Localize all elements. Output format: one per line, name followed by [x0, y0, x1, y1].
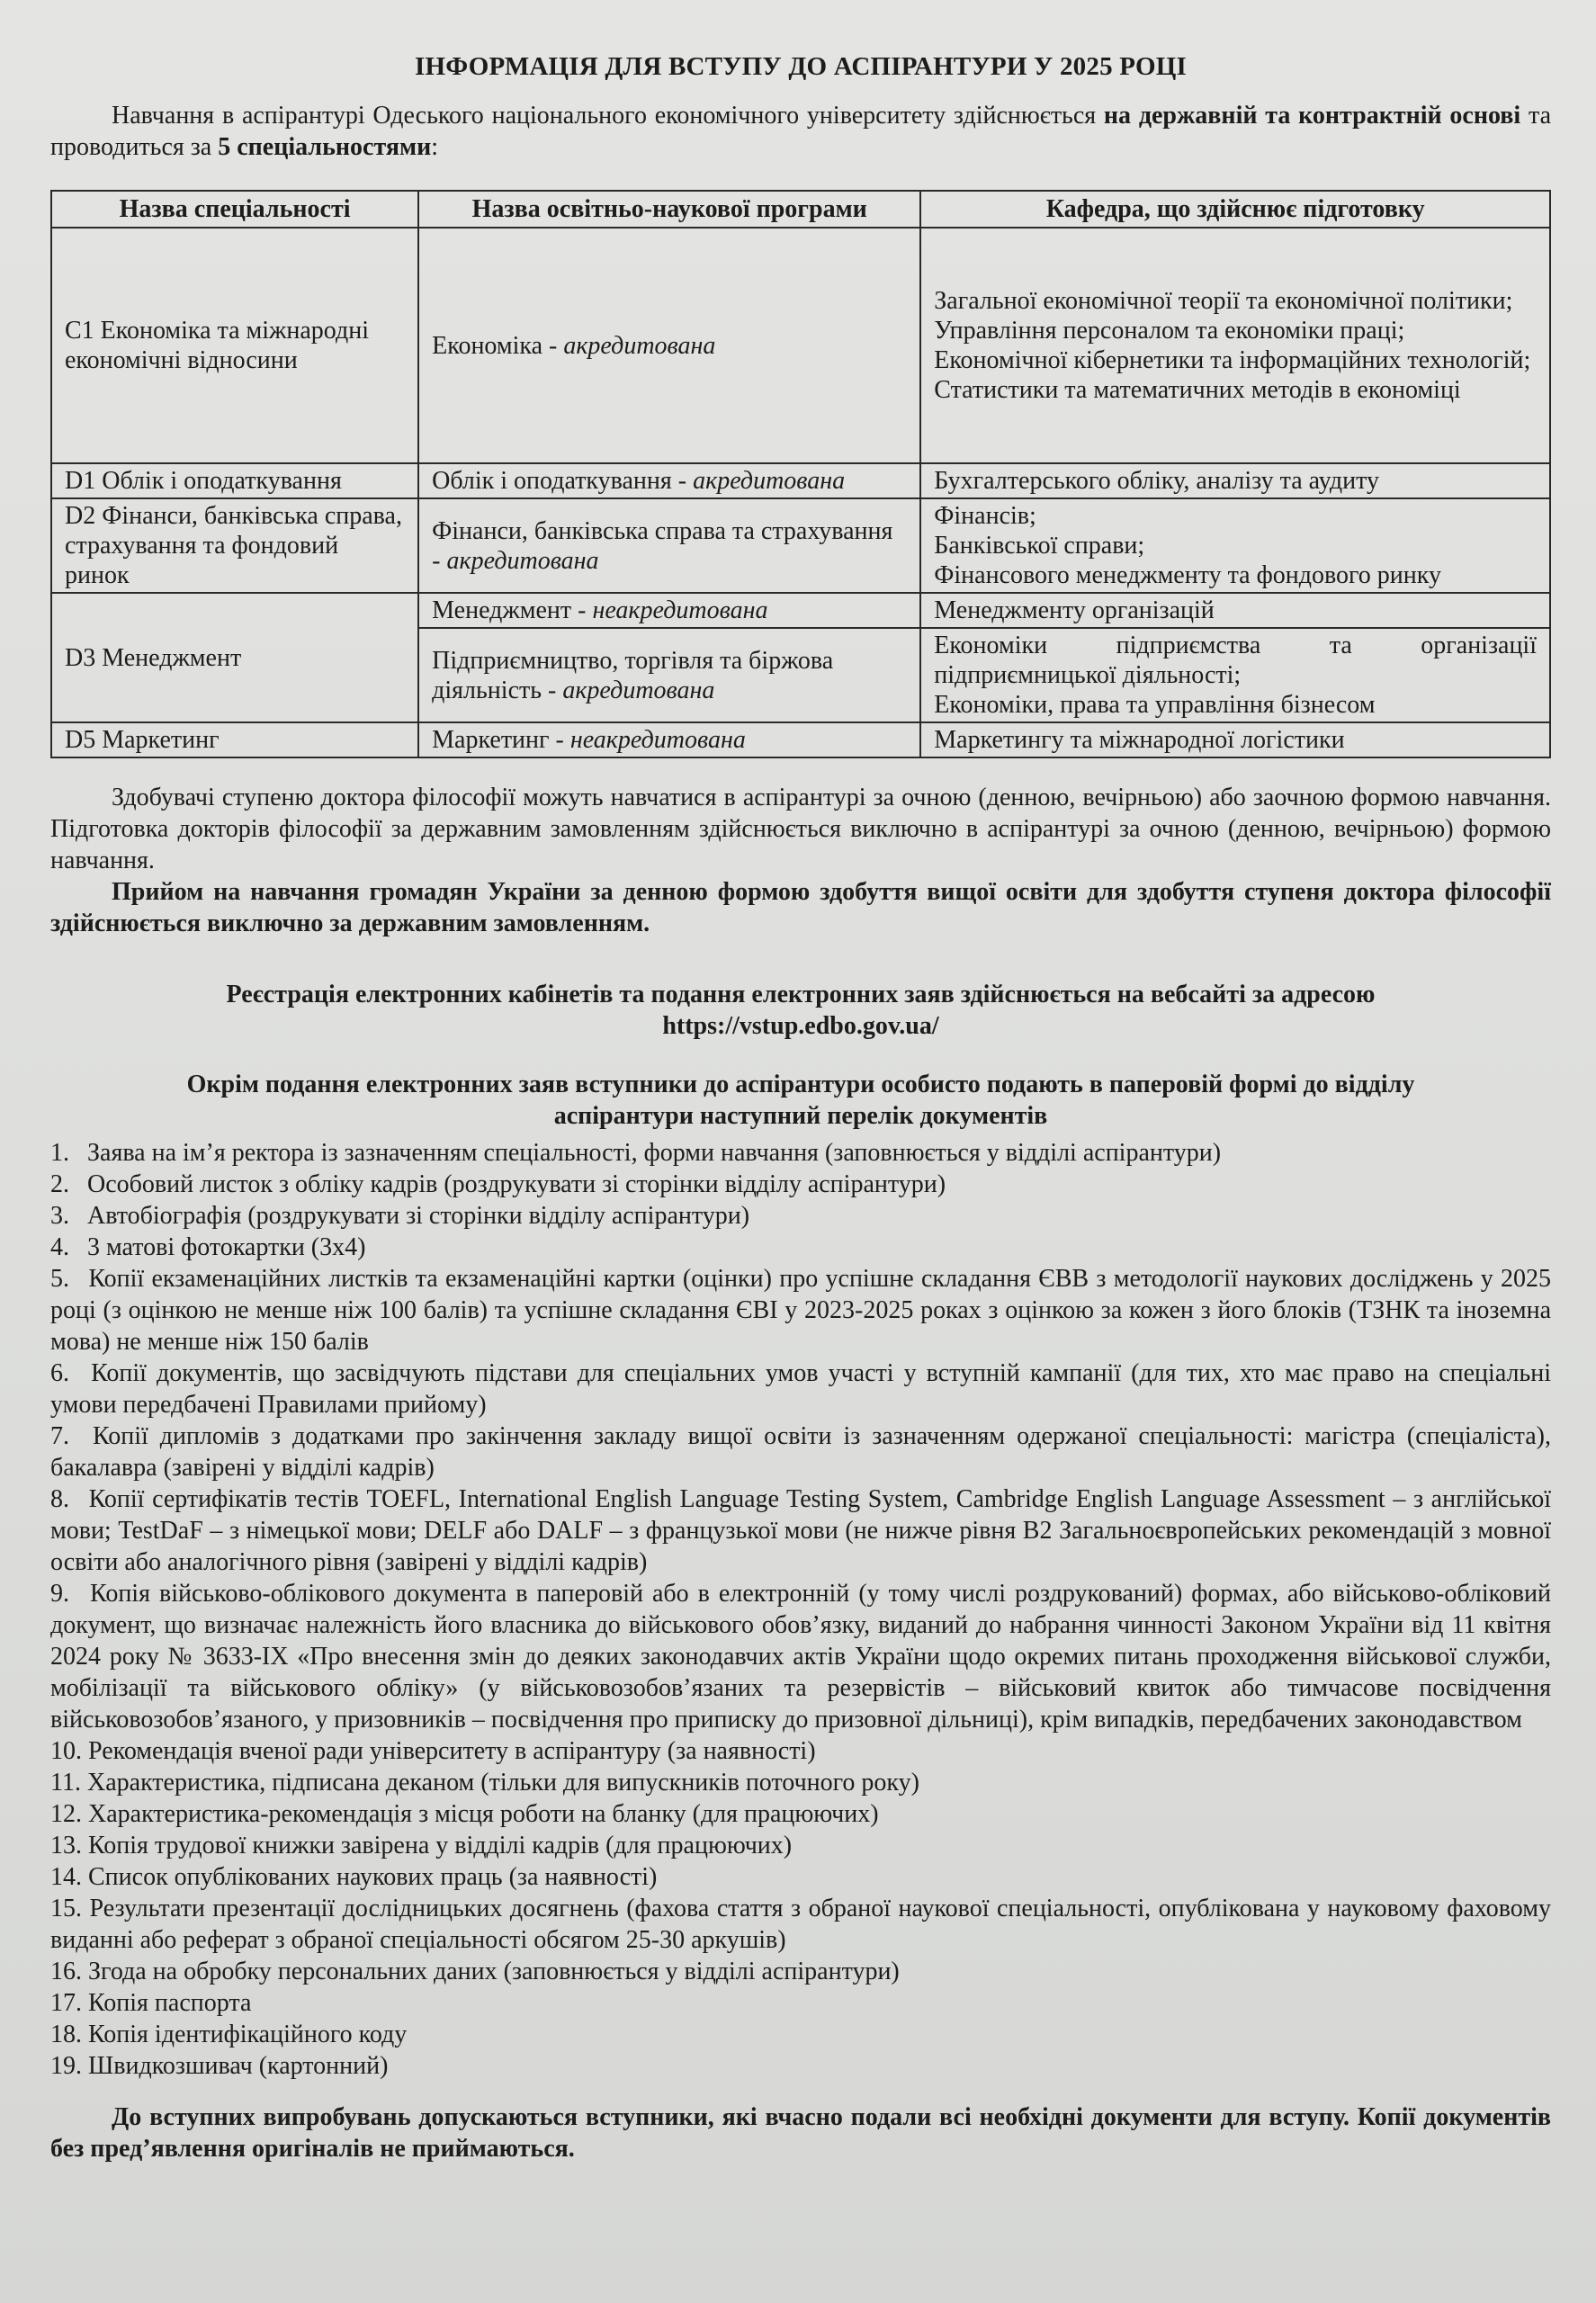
list-item	[50, 2019, 1551, 2050]
registration-link[interactable]: https://vstup.edbo.gov.ua/	[662, 1012, 939, 1040]
list-item-text: Список опублікованих наукових праць (за наявності)	[88, 1863, 658, 1891]
table-header-row	[51, 191, 1550, 228]
list-item-number: 12.	[50, 1800, 82, 1828]
list-item-text: Копія трудової книжки завірена у відділі кадрів (для працюючих)	[88, 1832, 793, 1859]
list-item-text: Характеристика-рекомендація з місця роботи на бланку (для працюючих)	[88, 1800, 879, 1828]
accreditation-status: неакредитована	[569, 726, 746, 754]
list-item	[50, 2050, 1551, 2082]
list-item-text: Автобіографія (роздрукувати зі сторінки відділу аспірантури)	[87, 1202, 750, 1230]
documents-heading-line: Окрім подання електронних заяв вступники до аспірантури особисто подають в паперовій формі до відділу	[186, 1071, 1415, 1098]
department-cell	[920, 498, 1550, 593]
list-item-number: 13.	[50, 1832, 82, 1859]
table-row	[51, 498, 1550, 593]
program-name: Облік і оподаткування -	[432, 467, 694, 495]
department-item: Маркетингу та міжнародної логістики	[934, 726, 1345, 754]
table-row	[51, 722, 1550, 757]
accreditation-status: акредитована	[446, 546, 599, 575]
department-item: Економічної кібернетики та інформаційних технологій;	[934, 346, 1531, 374]
program-name: Маркетинг -	[432, 726, 570, 754]
list-item	[50, 1987, 1551, 2019]
program-cell	[418, 463, 920, 498]
documents-heading	[50, 1069, 1551, 1132]
list-item	[50, 1578, 1551, 1735]
documents-heading-line: аспірантури наступний перелік документів	[553, 1102, 1048, 1130]
list-item-number: 5.	[50, 1265, 69, 1293]
department-item: Бухгалтерського обліку, аналізу та аудиту	[934, 467, 1379, 495]
registration-text: Реєстрація електронних кабінетів та подання електронних заяв здійснюється на вебсайті за адресою	[226, 981, 1376, 1008]
intro-text-2: та проводиться за	[50, 102, 1551, 161]
list-item-text: Швидкозшивач (картонний)	[88, 2052, 389, 2080]
list-item-number: 1.	[50, 1139, 69, 1167]
department-item: Управління персоналом та економіки праці;	[934, 317, 1405, 345]
list-item	[50, 1263, 1551, 1358]
study-forms-paragraph: Здобувачі ступеню доктора філософії можуть навчатися в аспірантурі за очною (денною, вечірньою) або заочною формою навчання. Підготовка докторів філософії за державним замовленням здійснюється виключно в аспірантурі за очною (денною, вечірньою) формою навчання.	[50, 784, 1551, 874]
list-item-text: Особовий листок з обліку кадрів (роздрукувати зі сторінки відділу аспірантури)	[87, 1170, 946, 1198]
list-item-text: Результати презентації дослідницьких досягнень (фахова стаття з обраної наукової спеціальності, опублікована у науковому фаховому виданні або реферат з обраної спеціальності обсягом 25-30 аркушів)	[50, 1895, 1551, 1954]
department-item: Загальної економічної теорії та економічної політики;	[934, 287, 1513, 315]
list-item	[50, 1798, 1551, 1830]
list-item	[50, 1420, 1551, 1483]
intro-text-3: :	[431, 133, 438, 161]
program-name: Фінанси, банківська справа та страхування -	[432, 516, 893, 575]
list-item-number: 6.	[50, 1359, 69, 1387]
program-cell	[418, 498, 920, 593]
accreditation-status: акредитована	[693, 467, 846, 495]
list-item	[50, 1169, 1551, 1200]
list-item	[50, 1735, 1551, 1767]
department-cell	[920, 722, 1550, 757]
list-item-text: 3 матові фотокартки (3х4)	[87, 1233, 366, 1261]
final-note: До вступних випробувань допускаються вступники, які вчасно подали всі необхідні документи для вступу. Копії документів без пред’явлення оригіналів не приймаються.	[50, 2103, 1551, 2163]
list-item-text: Копії документів, що засвідчують підстави для спеціальних умов участі у вступній кампанії (для тих, хто має право на спеціальні умови передбачені Правилами прийому)	[50, 1359, 1552, 1419]
department-cell	[920, 628, 1550, 722]
list-item-number: 9.	[50, 1580, 69, 1608]
list-item	[50, 1956, 1551, 1987]
program-name: Менеджмент -	[432, 596, 593, 624]
department-item: Фінансового менеджменту та фондового ринку	[934, 561, 1441, 589]
specialty-cell: D2 Фінанси, банківська справа, страхування та фондовий ринок	[51, 498, 418, 593]
list-item-number: 15.	[50, 1895, 82, 1922]
list-item-number: 14.	[50, 1863, 82, 1891]
admission-note: Прийом на навчання громадян України за денною формою здобуття вищої освіти для здобуття ступеня доктора філософії здійснюється виключно за державним замовленням.	[50, 878, 1551, 937]
program-cell	[418, 228, 920, 463]
list-item-text: Копії сертифікатів тестів TOEFL, International English Language Testing System, Cambridge English Language Assessment – з англійської мови; TestDaF – з німецької мови; DELF або DALF – з французької мови (не нижче рівня В2 Загальноєвропейських рекомендацій з мовної освіти або аналогічного рівня (завірені у відділі кадрів)	[50, 1485, 1552, 1576]
list-item	[50, 1137, 1551, 1169]
table-row	[51, 463, 1550, 498]
list-item-number: 17.	[50, 1989, 82, 2017]
list-item-number: 10.	[50, 1737, 82, 1765]
program-cell	[418, 593, 920, 628]
table-row	[51, 593, 1550, 628]
list-item-number: 4.	[50, 1233, 69, 1261]
department-item: Статистики та математичних методів в економіці	[934, 376, 1461, 404]
list-item-number: 3.	[50, 1202, 69, 1230]
department-item: Банківської справи;	[934, 532, 1145, 560]
header-program: Назва освітньо-наукової програми	[418, 191, 920, 228]
documents-list	[50, 1137, 1551, 2082]
list-item	[50, 1232, 1551, 1263]
list-item-text: Копія паспорта	[88, 1989, 252, 2017]
program-cell	[418, 628, 920, 722]
list-item	[50, 1830, 1551, 1861]
list-item	[50, 1861, 1551, 1893]
specialties-table	[50, 190, 1551, 758]
table-row	[51, 228, 1550, 463]
program-cell	[418, 722, 920, 757]
department-cell	[920, 593, 1550, 628]
list-item-text: Копія військово-облікового документа в паперовій або в електронній (у тому числі роздрукований) формах, або військово-обліковий документ, що визначає належність його власника до військового обов’язку, виданий до набрання чинності Законом України від 11 квітня 2024 року № 3633-ІХ «Про внесення змін до деяких законодавчих актів України щодо окремих питань проходження військової служби, мобілізації та військового обліку» (у військовозобов’язаних та резервістів – військовий квиток або тимчасове посвідчення військовозобов’язаного, у призовників – посвідчення про приписку до призовної дільниці), крім випадків, передбачених законодавством	[50, 1580, 1551, 1734]
list-item-text: Згода на обробку персональних даних (заповнюється у відділі аспірантури)	[88, 1958, 900, 1985]
department-cell	[920, 228, 1550, 463]
department-item: Економіки, права та управління бізнесом	[934, 691, 1376, 719]
intro-bold-2: 5 спеціальностями	[218, 133, 432, 161]
department-item: Економіки підприємства та організації підприємницької діяльності;	[934, 632, 1537, 689]
list-item-text: Рекомендація вченої ради університету в аспірантуру (за наявності)	[88, 1737, 816, 1765]
list-item	[50, 1358, 1551, 1420]
list-item	[50, 1767, 1551, 1798]
accreditation-status: неакредитована	[592, 596, 768, 624]
program-name: Економіка -	[432, 331, 564, 360]
list-item	[50, 1200, 1551, 1232]
list-item-number: 11.	[50, 1769, 81, 1797]
specialty-cell: D1 Облік і оподаткування	[51, 463, 418, 498]
specialty-cell: С1 Економіка та міжнародні економічні відносини	[51, 228, 418, 463]
accreditation-status: акредитована	[562, 676, 715, 704]
registration-block	[50, 979, 1551, 1042]
program-name: Підприємництво, торгівля та біржова діяльність -	[432, 646, 834, 704]
list-item-number: 16.	[50, 1958, 82, 1985]
list-item-text: Характеристика, підписана деканом (тільки для випускників поточного року)	[87, 1769, 919, 1797]
intro-paragraph	[50, 100, 1551, 163]
list-item	[50, 1483, 1551, 1578]
page-title: ІНФОРМАЦІЯ ДЛЯ ВСТУПУ ДО АСПІРАНТУРИ У 2025 РОЦІ	[415, 52, 1187, 81]
list-item-text: Копія ідентифікаційного коду	[88, 2021, 408, 2048]
specialty-cell: D3 Менеджмент	[51, 593, 418, 722]
intro-bold-1: на державній та контрактній основі	[1103, 102, 1521, 130]
header-department: Кафедра, що здійснює підготовку	[920, 191, 1550, 228]
list-item-text: Копії екзаменаційних листків та екзаменаційні картки (оцінки) про успішне складання ЄВВ з методології наукових досліджень у 2025 році (з оцінкою не менше ніж 100 балів) та успішне складання ЄВІ у 2023-2025 роках з оцінкою за кожен з його блоків (ТЗНК та іноземна мова) не менше ніж 150 балів	[50, 1265, 1552, 1356]
specialty-cell: D5 Маркетинг	[51, 722, 418, 757]
list-item-number: 19.	[50, 2052, 82, 2080]
list-item-text: Заява на ім’я ректора із зазначенням спеціальності, форми навчання (заповнюється у відділі аспірантури)	[87, 1139, 1222, 1167]
list-item-number: 8.	[50, 1485, 69, 1513]
list-item-number: 18.	[50, 2021, 82, 2048]
list-item-number: 2.	[50, 1170, 69, 1198]
list-item-number: 7.	[50, 1422, 69, 1450]
department-cell	[920, 463, 1550, 498]
department-item: Фінансів;	[934, 502, 1036, 530]
list-item-text: Копії дипломів з додатками про закінчення закладу вищої освіти із зазначенням одержаної спеціальності: магістра (спеціаліста), бакалавра (завірені у відділі кадрів)	[50, 1422, 1552, 1482]
department-item: Менеджменту організацій	[934, 596, 1215, 624]
header-specialty: Назва спеціальності	[51, 191, 418, 228]
accreditation-status: акредитована	[563, 331, 716, 360]
list-item	[50, 1893, 1551, 1956]
intro-text-1: Навчання в аспірантурі Одеського національного економічного університету здійснюється	[112, 102, 1104, 130]
